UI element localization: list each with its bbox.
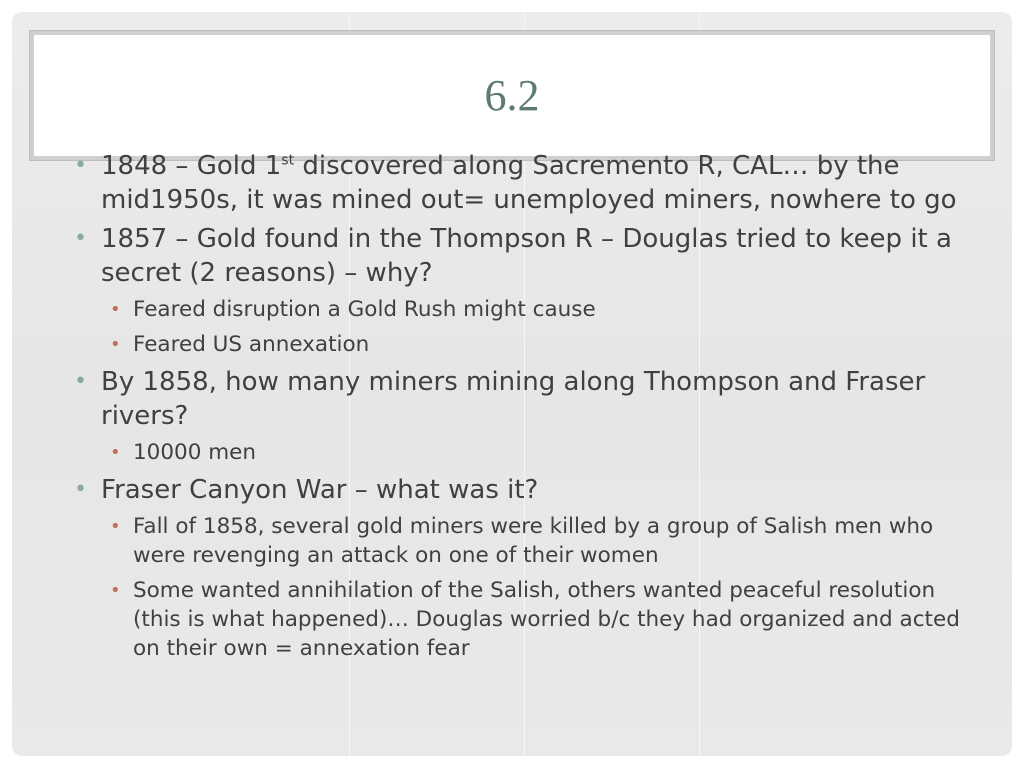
sub-bullet-item [74,330,974,359]
sub-bullet-icon: • [110,334,121,355]
bullet-item [74,473,974,507]
bullet-icon: • [74,226,87,251]
sub-bullet-item [74,512,974,570]
sub-bullet-text: Feared disruption a Gold Rush might cause [133,297,596,322]
bullet-item [74,149,974,217]
bullet-text: Fraser Canyon War – what was it? [101,475,539,505]
bullet-icon: • [74,477,87,502]
sub-bullet-icon: • [110,516,121,537]
sub-bullet-text: 10000 men [133,440,257,465]
bullet-text: By 1858, how many miners mining along Thompson and Fraser rivers? [101,367,926,431]
sub-bullet-text: Feared US annexation [133,332,370,357]
bullet-list [74,149,974,669]
slide [12,12,1012,756]
bullet-text: 1848 – Gold 1st discovered along Sacremento R, CAL… by the mid1950s, it was mined out= unemployed miners, nowhere to go [101,151,957,215]
sub-bullet-text: Fall of 1858, several gold miners were killed by a group of Salish men who were revenging an attack on one of their women [133,514,934,568]
bullet-text: 1857 – Gold found in the Thompson R – Douglas tried to keep it a secret (2 reasons) – why? [101,224,952,288]
bullet-icon: • [74,153,87,178]
sub-bullet-icon: • [110,299,121,320]
sub-bullet-item [74,438,974,467]
sub-bullet-item [74,295,974,324]
bullet-icon: • [74,369,87,394]
sub-bullet-text: Some wanted annihilation of the Salish, others wanted peaceful resolution (this is what happened)… Douglas worried b/c they had organized and acted on their own = annexation fear [133,578,960,661]
slide-title: 6.2 [484,71,540,120]
bullet-item [74,222,974,290]
sub-bullet-item [74,576,974,663]
sub-bullet-icon: • [110,580,121,601]
sub-bullet-icon: • [110,442,121,463]
bullet-item [74,365,974,433]
